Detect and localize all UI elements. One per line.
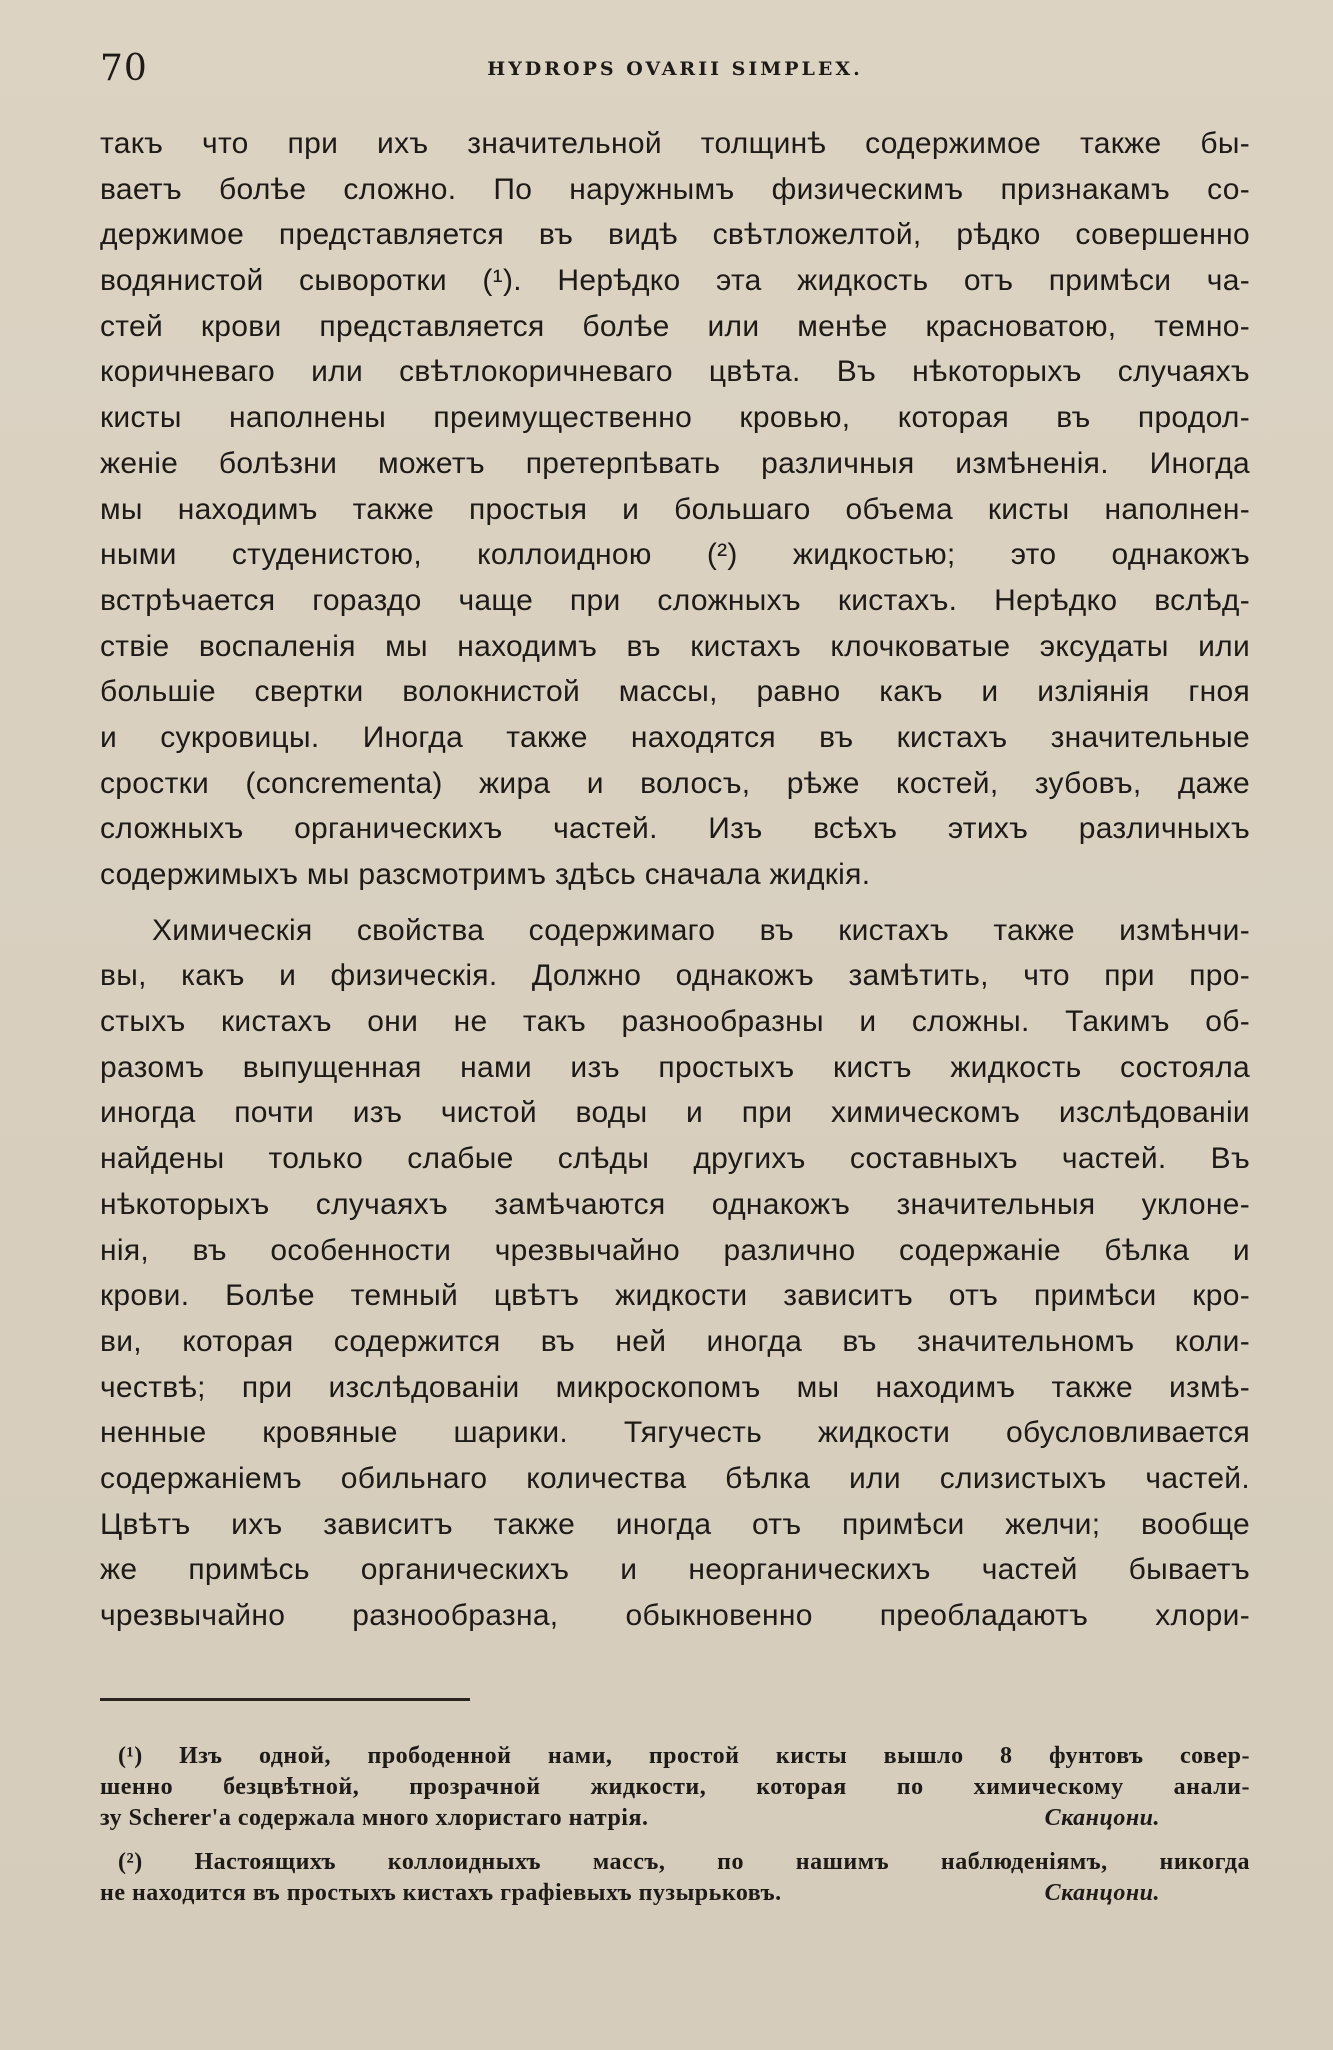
footnotes	[100, 1741, 1250, 1909]
footnote-gap	[100, 1834, 1250, 1847]
text-line: найдены только слабые слѣды другихъ составныхъ частей. Въ	[100, 1142, 1250, 1176]
text-line: ствіе воспаленія мы находимъ въ кистахъ клочковатые эксудаты или	[100, 629, 1250, 663]
footnote-2-last-line	[100, 1878, 1250, 1909]
text-line: кисты наполнены преимущественно кровью, которая въ продол-	[100, 401, 1250, 435]
text-line: сложныхъ органическихъ частей. Изъ всѣхъ этихъ различныхъ	[100, 812, 1250, 846]
text-line: мы находимъ также простыя и большаго объема кисты наполнен-	[100, 492, 1250, 526]
text-line: ными студенистою, коллоидною (²) жидкостью; это однакожъ	[100, 538, 1250, 572]
text-line: чествѣ; при изслѣдованіи микроскопомъ мы находимъ также измѣ-	[100, 1370, 1250, 1404]
paragraph-start-line: Химическія свойства содержимаго въ кистахъ также измѣнчи-	[152, 913, 1250, 947]
text-line: такъ что при ихъ значительной толщинѣ содержимое также бы-	[100, 127, 1250, 160]
paragraph-end-line: содержимыхъ мы разсмотримъ здѣсь сначала жидкія.	[100, 858, 871, 891]
text-line: ненные кровяные шарики. Тягучесть жидкости обусловливается	[100, 1416, 1250, 1450]
text-line: же примѣсь органическихъ и неорганическихъ частей бываетъ	[100, 1553, 1250, 1587]
text-line: стей крови представляется болѣе или менѣе красноватою, темно-	[100, 309, 1250, 343]
running-title: HYDROPS OVARII SIMPLEX.	[487, 58, 863, 80]
text-line: стыхъ кистахъ они не такъ разнообразны и сложны. Такимъ об-	[100, 1005, 1250, 1039]
text-line: крови. Болѣе темный цвѣтъ жидкости зависитъ отъ примѣси кро-	[100, 1279, 1250, 1313]
text-line: коричневаго или свѣтлокоричневаго цвѣта. Въ нѣкоторыхъ случаяхъ	[100, 355, 1250, 389]
footnote-2-line: (²) Настоящихъ коллоидныхъ массъ, по нашимъ наблюденіямъ, никогда	[118, 1849, 1250, 1875]
footnote-1-signature: Сканцони.	[1044, 1805, 1160, 1831]
text-line: встрѣчается гораздо чаще при сложныхъ кистахъ. Нерѣдко вслѣд-	[100, 583, 1250, 617]
footnote-2-signature: Сканцони.	[1044, 1880, 1160, 1906]
text-line: сростки (concrementa) жира и волосъ, рѣже костей, зубовъ, даже	[100, 766, 1250, 800]
text-line: иногда почти изъ чистой воды и при химическомъ изслѣдованіи	[100, 1096, 1250, 1130]
text-line: вы, какъ и физическія. Должно однакожъ замѣтить, что при про-	[100, 959, 1250, 993]
footnote-2-line: не находится въ простыхъ кистахъ графіевыхъ пузырьковъ.	[100, 1880, 782, 1906]
text-line: водянистой сыворотки (¹). Нерѣдко эта жидкость отъ примѣси ча-	[100, 264, 1250, 298]
text-line: содержаніемъ обильнаго количества бѣлка или слизистыхъ частей.	[100, 1461, 1250, 1495]
text-line: большіе свертки волокнистой массы, равно какъ и изліянія гноя	[100, 675, 1250, 709]
footnote-1-line: (¹) Изъ одной, прободенной нами, простой кисты вышло 8 фунтовъ совер-	[118, 1743, 1250, 1769]
text-line: разомъ выпущенная нами изъ простыхъ кистъ жидкость состояла	[100, 1050, 1250, 1084]
footnote-1-line: зу Scherer'а содержала много хлористаго натрія.	[100, 1805, 649, 1831]
text-line: женіе болѣзни можетъ претерпѣвать различныя измѣненія. Иногда	[100, 446, 1250, 480]
footnote-1-last-line	[100, 1803, 1250, 1834]
body-text	[100, 121, 1250, 1639]
text-line: нія, въ особенности чрезвычайно различно содержаніе бѣлка и	[100, 1233, 1250, 1267]
text-line: чрезвычайно разнообразна, обыкновенно преобладаютъ хлори-	[100, 1599, 1250, 1632]
text-line: ваетъ болѣе сложно. По наружнымъ физическимъ признакамъ со-	[100, 172, 1250, 206]
text-line: Цвѣтъ ихъ зависитъ также иногда отъ примѣси желчи; вообще	[100, 1507, 1250, 1541]
text-line: ви, которая содержится въ ней иногда въ значительномъ коли-	[100, 1324, 1250, 1358]
footnote-1-line: шенно безцвѣтной, прозрачной жидкости, которая по химическому анали-	[100, 1774, 1250, 1800]
text-line: нѣкоторыхъ случаяхъ замѣчаются однакожъ значительныя уклоне-	[100, 1187, 1250, 1221]
page-number: 70	[100, 48, 148, 89]
paragraph-gap	[100, 898, 1250, 908]
text-line: и сукровицы. Иногда также находятся въ кистахъ значительные	[100, 720, 1250, 754]
text-line: держимое представляется въ видѣ свѣтложелтой, рѣдко совершенно	[100, 218, 1250, 252]
page-header	[100, 48, 1250, 90]
footnote-divider	[100, 1698, 470, 1701]
